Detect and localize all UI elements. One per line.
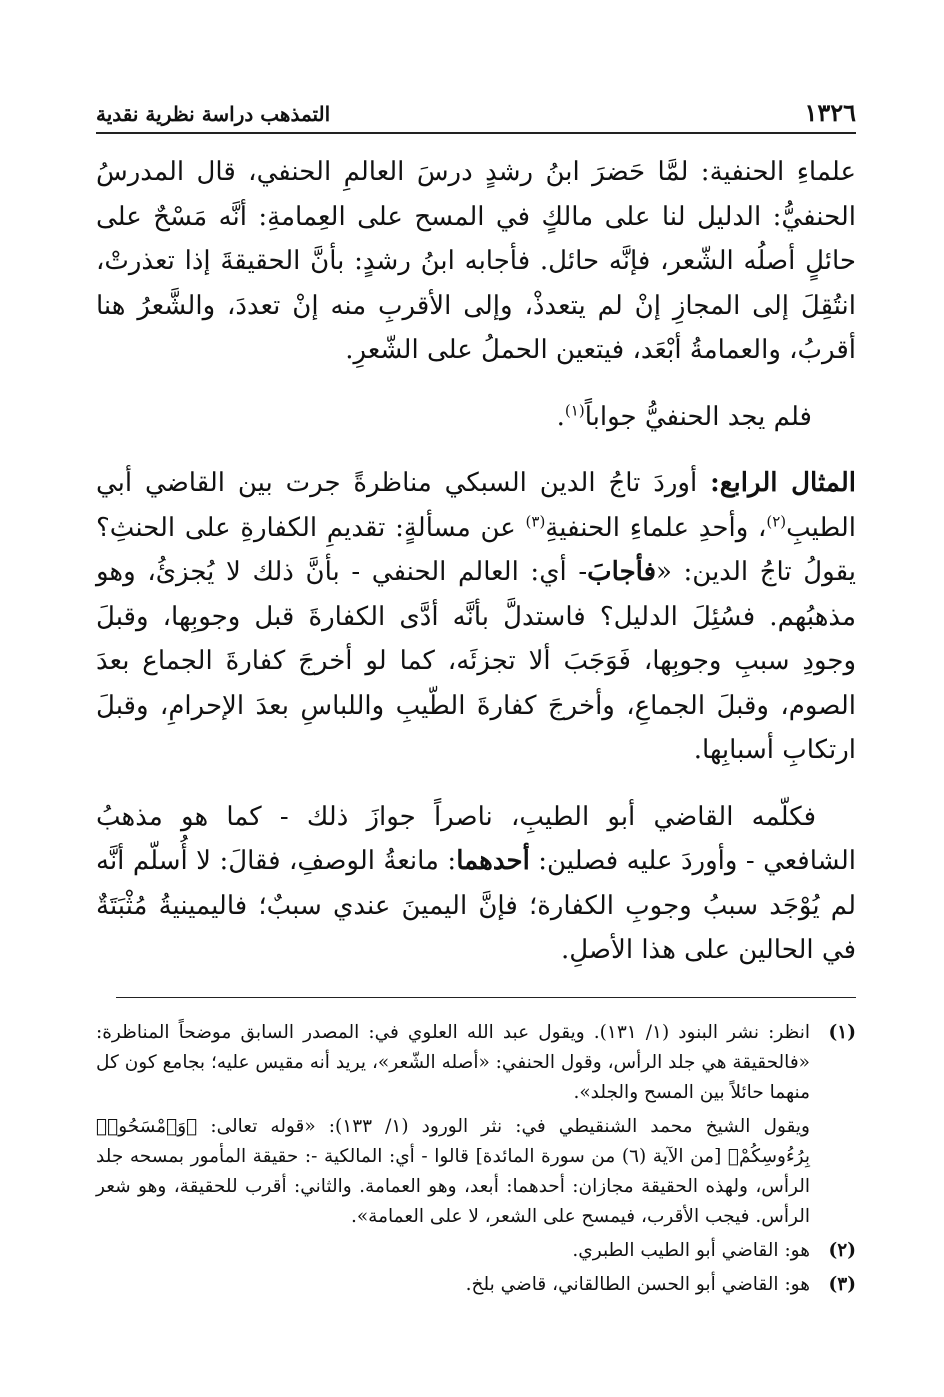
footnote-3-body: هو: القاضي أبو الحسن الطالقاني، قاضي بلخ. [465, 1273, 810, 1295]
footnotes [96, 1018, 856, 1300]
paragraph-3-part-d: - أي: العالم الحنفي - بأنَّ ذلك لا يُجزئُ، وهو مذهبُهم. فسُئِلَ الدليل؟ فاستدلَّ بأنَّه أدَّى الكفارةَ قبل وجوبِها، وقبلَ وجودِ سببِ وجوبِها، فَوَجَبَ ألا تجزئَه، كما لو أخرجَ كفارةَ الجماع بعدَ الصوم، وقبلَ الجماعِ، وأخرجَ كفارةَ الطّيبِ واللباسِ بعدَ الإحرامِ، وقبلَ ارتكابِ أسبابِها. [96, 557, 856, 765]
paragraph-4 [96, 795, 856, 973]
footnote-1-body [96, 1018, 810, 1232]
footnote-separator [116, 997, 856, 998]
paragraph-3-part-c: عن مسألةٍ: تقديمِ الكفارةِ على الحنثِ؟ يقولُ تاجُ الدين: « [96, 512, 856, 587]
paragraph-4-part-b: : مانعةُ الوصفِ، فقالَ: لا أُسلّم أنَّه لم يُوْجَد سببُ وجوبِ الكفارة؛ فإنَّ اليمينَ عندي سببٌ؛ فاليمينيةُ مُثْبَتَةٌ في الحالين على هذا الأصلِ. [96, 846, 856, 965]
running-title: التمذهب دراسة نظرية نقدية [96, 102, 331, 126]
footnote-2-body: هو: القاضي أبو الطيب الطبري. [572, 1239, 810, 1261]
page-number: ١٣٢٦ [804, 98, 856, 127]
paragraph-3-part-b: ، وأحدِ علماءِ الحنفيةِ [545, 512, 767, 543]
paragraph-4-bold: أحدهما [456, 846, 530, 876]
footnote-1-line-1: انظر: نشر البنود (١/ ١٣١). ويقول عبد الله العلوي في: المصدر السابق موضحاً المناظرة: «فالحقيقة هي جلد الرأس، وقول الحنفي: «أصله الشّعر»، يريد أنه مقيس عليه؛ بجامع كون كل منهما حائلاً بين المسح والجلد». [96, 1021, 810, 1103]
footnote-2-number: (٢) [828, 1239, 856, 1261]
footnote-1 [96, 1018, 856, 1232]
footnote-1-number: (١) [828, 1021, 856, 1043]
example-heading: المثال الرابع: [710, 468, 856, 498]
footnote-1-line-2: ويقول الشيخ محمد الشنقيطي في: نثر الورود (١/ ١٣٣): «قوله تعالى: ﴿وَٱمْسَحُوا۟ بِرُءُوسِكُمْ﴾ [من الآية (٦) من سورة المائدة] قالوا - أي: المالكية -: حقيقة المأمور بمسحه جلد الرأس، ولهذه الحقيقة مجازان: أحدهما: أبعد، وهو العمامة. والثاني: أقرب للحقيقة، وهو شعر الرأس. فيجب الأقرب، فيمسح على الشعر، لا على العمامة». [96, 1115, 810, 1227]
book-page [96, 92, 856, 1352]
footnote-ref-1[interactable]: (١) [564, 400, 585, 419]
paragraph-4-part-a: فكلّمه القاضي أبو الطيبِ، ناصراً جوازَ ذلك - كما هو مذهبُ الشافعي - وأوردَ عليه فصلين: [96, 801, 856, 876]
paragraph-3 [96, 461, 856, 773]
paragraph-3-bold: فأجابَ [587, 557, 656, 587]
footnote-2 [96, 1236, 856, 1266]
page-header [96, 92, 856, 134]
paragraph-3-part-a: أوردَ تاجُ الدين السبكي مناظرةً جرت بين القاضي أبي الطيبِ [96, 468, 856, 543]
paragraph-2-text: فلم يجد الحنفيُّ جواباً [584, 401, 812, 432]
paragraph-2 [96, 395, 856, 440]
main-text [96, 150, 856, 1300]
paragraph-1: علماءِ الحنفية: لمَّا حَضرَ ابنُ رشدٍ درسَ العالمِ الحنفي، قال المدرسُ الحنفيُّ: الدليل لنا على مالكٍ في المسح على العِمامةِ: أنَّه مَسْحٌ على حائلٍ أصلُه الشّعر، فإنَّه حائل. فأجابه ابنُ رشدٍ: بأنَّ الحقيقةَ إذا تعذرتْ، انتُقِلَ إلى المجازِ إنْ لم يتعدذْ، وإلى الأقربِ منه إنْ تعددَ، والشَّعرُ هنا أقربُ، والعمامةُ أبْعَد، فيتعين الحملُ على الشّعرِ. [96, 157, 856, 365]
footnote-ref-2[interactable]: (٢) [766, 511, 787, 530]
footnote-3 [96, 1270, 856, 1300]
paragraph-2-end: . [556, 401, 565, 432]
footnote-3-number: (٣) [828, 1273, 856, 1295]
footnote-ref-3[interactable]: (٣) [525, 511, 546, 530]
